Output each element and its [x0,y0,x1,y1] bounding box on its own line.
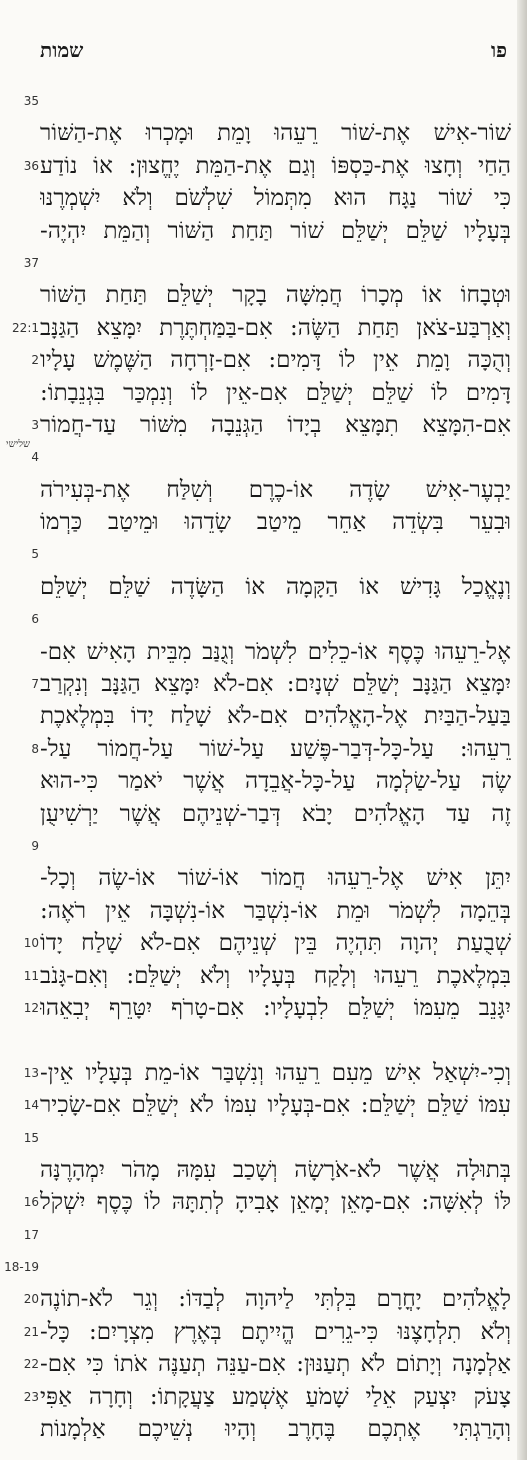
text-line [0,1316,527,1348]
verse-number: 35 [23,94,39,108]
text-line [0,1219,527,1251]
text-line [0,247,527,279]
text-line [0,215,527,247]
aliyah-marker: שלישי [6,439,31,451]
text-line [0,1251,527,1283]
verse-number: 20 [23,1292,39,1307]
line-text: לּוֹ לְאִשָּׁה: אִם-מָאֵן יְמָאֵן אָבִיהָ לְתִתָּהּ לוֹ כֶּסֶף יִשְׁקֹל [40,1189,511,1216]
verse-number: 22:1 [12,320,39,335]
text-line [0,441,527,473]
text-line [0,1089,527,1121]
text-line [0,344,527,376]
line-text: וְאַרְבַּע-צֹאן תַּחַת הַשֶּׂה: אִם-בַּמַּחְתֶּרֶת יִמָּצֵא הַגַּנָּב [40,314,511,341]
verse-number: 22 [23,1357,39,1372]
line-text: בְּתוּלָה אֲשֶׁר לֹא-אֹרָשָׂה וְשָׁכַב עִמָּהּ מָהֹר יִמְהָרֶנָּה [40,1156,511,1183]
verse-number: 37 [23,255,39,270]
text-line [0,1283,527,1315]
text-line [0,895,527,927]
text-line [0,700,527,732]
verse-number: 11 [23,968,39,983]
text-line [0,1186,527,1218]
verse-number: 17 [23,1227,39,1242]
text-line [0,182,527,214]
verse-number: 2 [31,353,39,368]
text-line [0,1057,527,1089]
line-text: אִם-הִמָּצֵא תִמָּצֵא בְיָדוֹ הַגְּנֵבָה מִשּׁוֹר עַד-חֲמוֹר [40,411,511,438]
text-line [0,1154,527,1186]
line-text: שְׁבֻעַת יְהוָה תִּהְיֶה בֵּין שְׁנֵיהֶם אִם-לֹא שָׁלַח יָדוֹ [40,930,511,957]
text-column [0,85,527,1445]
line-text: וּטְבָחוֹ אוֹ מְכָרוֹ חֲמִשָּׁה בָקָר יְשַׁלֵּם תַּחַת הַשּׁוֹר [40,282,511,309]
text-line [0,603,527,635]
line-text: יִגָּנֵב מֵעִמּוֹ יְשַׁלֵּם לִבְעָלָיו: אִם-טָרֹף יִטָּרֵף יְבִאֵהוּ [40,994,511,1021]
line-text: עִמּוֹ שַׁלֵּם יְשַׁלֵּם: אִם-בְּעָלָיו עִמּוֹ לֹא יְשַׁלֵּם אִם-שָׂכִיר [40,1092,511,1119]
text-line [0,668,527,700]
line-text: דָּמִים לוֹ שַׁלֵּם יְשַׁלֵּם אִם-אֵין לוֹ וְנִמְכַּר בִּגְנֵבָתוֹ: [40,379,511,406]
text-line [0,85,527,117]
text-line [0,538,527,570]
page-header [40,38,507,68]
page-number: פו [491,38,507,62]
verse-number: 9 [31,838,39,853]
verse-number: 36 [23,158,39,173]
text-line [0,409,527,441]
line-text: בְּהֵמָה לִשְׁמֹר וּמֵת אוֹ-נִשְׁבַּר אוֹ-נִשְׁבָּה אֵין רֹאֶה: [40,897,511,924]
verse-number: 6 [31,612,39,627]
line-text: צָעֹק יִצְעַק אֵלַי שָׁמֹעַ אֶשְׁמַע צַעֲקָתוֹ: וְחָרָה אַפִּי [40,1383,511,1410]
verse-number: 16 [23,1195,39,1210]
verse-number: 12 [23,1000,39,1015]
line-text: בִּמְלֶאכֶת רֵעֵהוּ וְלָקַח בְּעָלָיו וְלֹא יְשַׁלֵּם: וְאִם-גָּנֹב [40,962,511,989]
text-line [0,960,527,992]
text-line [0,830,527,862]
text-line [0,474,527,506]
verse-number: 15 [23,1130,39,1145]
text-line [0,862,527,894]
text-line [0,992,527,1024]
text-line [0,636,527,668]
verse-number: 18-19 [4,1260,39,1275]
text-line [0,506,527,538]
line-text: זֶה עַד הָאֱלֹהִים יָבֹא דְּבַר-שְׁנֵיהֶם אֲשֶׁר יַרְשִׁיעֻן [40,800,511,827]
line-text: כִּי שׁוֹר נַגָּח הוּא מִתְּמוֹל שִׁלְשֹׁם וְלֹא יִשְׁמְרֶנּוּ [40,185,511,212]
verse-number: 14 [23,1098,39,1113]
text-line [0,279,527,311]
line-text: יִמָּצֵא הַגַּנָּב יְשַׁלֵּם שְׁנָיִם: אִם-לֹא יִמָּצֵא הַגַּנָּב וְנִקְרַב [40,671,511,698]
text-line [0,377,527,409]
line-text: אֶל-רֵעֵהוּ כֶּסֶף אוֹ-כֵלִים לִשְׁמֹר וְגֻנַּב מִבֵּית הָאִישׁ אִם- [40,638,511,665]
verse-number: 21 [23,1324,39,1339]
line-text: לָאֱלֹהִים יָחֳרָם בִּלְתִּי לַיהוָה לְבַדּוֹ: וְגֵר לֹא-תוֹנֶה [40,1286,511,1313]
verse-number: 7 [31,677,39,692]
line-text: אַלְמָנָה וְיָתוֹם לֹא תְעַנּוּן: אִם-עַנֵּה תְעַנֶּה אֹתוֹ כִּי אִם- [40,1351,511,1378]
verse-number: 5 [31,547,39,562]
text-line [0,1413,527,1445]
verse-number: 8 [31,741,39,756]
verse-number: 13 [23,1065,39,1080]
line-text: שׁוֹר-אִישׁ אֶת-שׁוֹר רֵעֵהוּ וָמֵת וּמָכְרוּ אֶת-הַשּׁוֹר [40,120,511,147]
line-text: וְכִי-יִשְׁאַל אִישׁ מֵעִם רֵעֵהוּ וְנִשְׁבַּר אוֹ-מֵת בְּעָלָיו אֵין- [40,1059,511,1086]
line-text: הַחַי וְחָצוּ אֶת-כַּסְפּוֹ וְגַם אֶת-הַמֵּת יֶחֱצוּן: אוֹ נוֹדַע [40,152,511,179]
line-text: יִתֵּן אִישׁ אֶל-רֵעֵהוּ חֲמוֹר אוֹ-שׁוֹר אוֹ-שֶׂה וְכָל- [40,865,511,892]
line-text: יַבְעֶר-אִישׁ שָׂדֶה אוֹ-כֶרֶם וְשִׁלַּח אֶת-בְּעִירֹה [40,476,511,503]
verse-number: 23 [23,1389,39,1404]
text-line [0,117,527,149]
text-line [0,927,527,959]
text-line [0,150,527,182]
line-text: וְלֹא תִלְחָצֶנּוּ כִּי-גֵרִים הֱיִיתֶם בְּאֶרֶץ מִצְרָיִם: כָּל- [40,1318,511,1345]
text-line [0,312,527,344]
text-line [0,765,527,797]
line-text: בַּעַל-הַבַּיִת אֶל-הָאֱלֹהִים אִם-לֹא שָׁלַח יָדוֹ בִּמְלֶאכֶת [40,703,511,730]
text-line [0,1122,527,1154]
line-text: שֶׂה עַל-שַׂלְמָה עַל-כָּל-אֲבֵדָה אֲשֶׁר יֹאמַר כִּי-הוּא [40,768,511,795]
line-text: רֵעֵהוּ: עַל-כָּל-דְּבַר-פֶּשַׁע עַל-שׁוֹר עַל-חֲמוֹר עַל- [40,735,511,762]
text-line [0,1381,527,1413]
text-line [0,733,527,765]
verse-number: 3 [31,417,39,432]
book-name: שמות [40,38,84,62]
line-text: וְהֻכָּה וָמֵת אֵין לוֹ דָּמִים: אִם-זָרְחָה הַשֶּׁמֶשׁ עָלָיו [40,347,511,374]
text-line [0,1024,527,1056]
verse-number: 10 [23,936,39,951]
text-line [0,1348,527,1380]
text-line [0,798,527,830]
text-line [0,571,527,603]
line-text: וְנֶאֱכַל גָּדִישׁ אוֹ הַקָּמָה אוֹ הַשָּׂדֶה שַׁלֵּם יְשַׁלֵּם [40,573,511,600]
line-text: וּבִעֵר בִּשְׂדֵה אַחֵר מֵיטַב שָׂדֵהוּ וּמֵיטַב כַּרְמוֹ [40,509,511,536]
line-text: וְהָרַגְתִּי אֶתְכֶם בֶּחָרֶב וְהָיוּ נְשֵׁיכֶם אַלְמָנוֹת [40,1416,511,1443]
verse-number: 4 [31,450,39,465]
line-text: בְּעָלָיו שַׁלֵּם יְשַׁלֵּם שׁוֹר תַּחַת הַשּׁוֹר וְהַמֵּת יִהְיֶה- [40,217,511,244]
